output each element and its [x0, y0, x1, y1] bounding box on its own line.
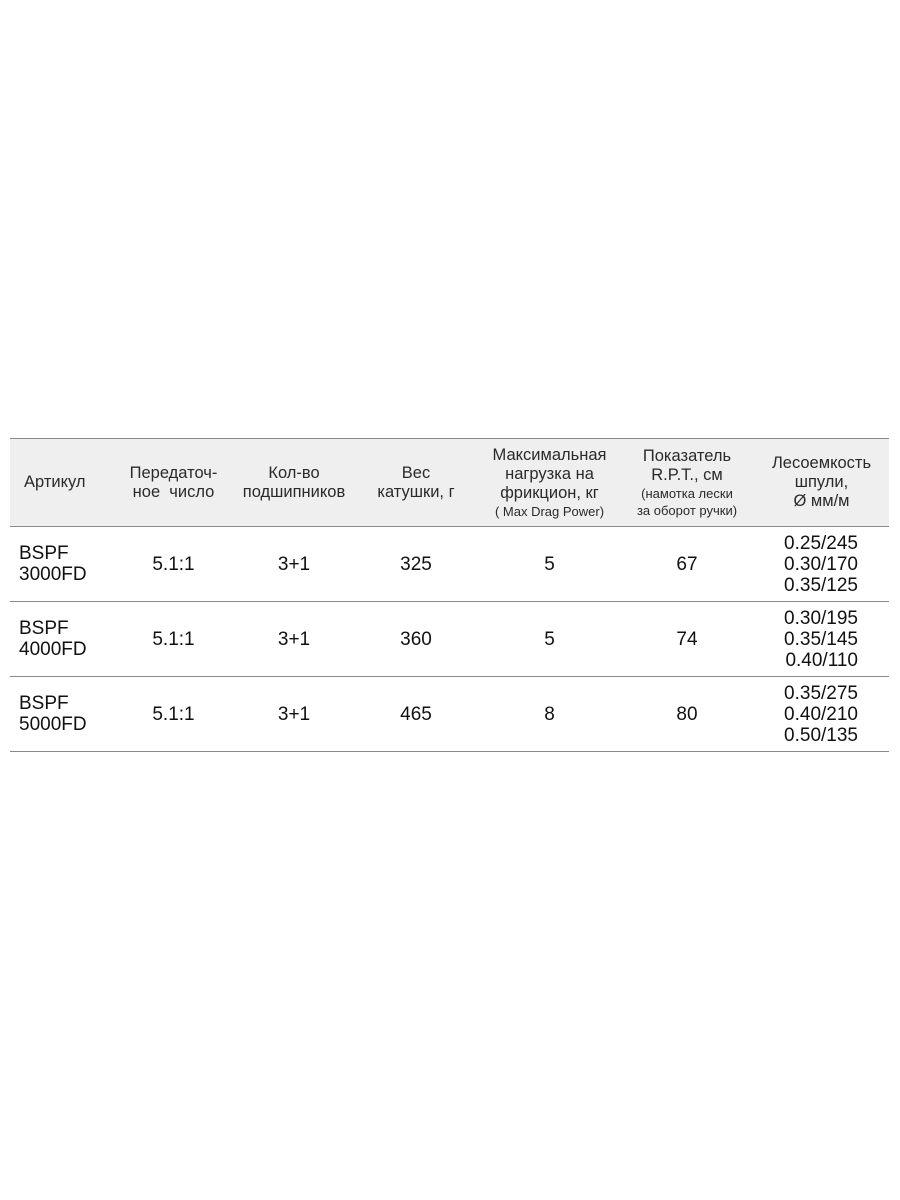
table-row [10, 677, 889, 752]
header-capacity: Лесоемкость шпули, Ø мм/м [754, 439, 889, 527]
header-rpt: Показатель R.P.T., см (намотка лески за оборот ручки) [620, 439, 754, 527]
spec-table [10, 438, 889, 752]
header-bearings: Кол-во подшипников [235, 439, 353, 527]
cell-weight: 325 [353, 527, 479, 602]
cell-gear-ratio: 5.1:1 [112, 527, 235, 602]
header-weight: Вес катушки, г [353, 439, 479, 527]
cell-article: BSPF 5000FD [10, 677, 112, 752]
cell-capacity: 0.25/245 0.30/170 0.35/125 [754, 527, 889, 602]
cell-bearings: 3+1 [235, 602, 353, 677]
table-row [10, 527, 889, 602]
cell-max-drag: 5 [479, 527, 620, 602]
cell-bearings: 3+1 [235, 677, 353, 752]
cell-article: BSPF 3000FD [10, 527, 112, 602]
header-max-drag: Максимальная нагрузка на фрикцион, кг ( Max Drag Power) [479, 439, 620, 527]
cell-article: BSPF 4000FD [10, 602, 112, 677]
table-body [10, 527, 889, 752]
max-drag-note: ( Max Drag Power) [494, 503, 605, 519]
cell-max-drag: 5 [479, 602, 620, 677]
header-gear-ratio: Передаточ- ное число [112, 439, 235, 527]
cell-capacity: 0.30/195 0.35/145 0.40/110 [754, 602, 889, 677]
cell-rpt: 74 [620, 602, 754, 677]
cell-capacity: 0.35/275 0.40/210 0.50/135 [754, 677, 889, 752]
header-row [10, 439, 889, 527]
cell-rpt: 67 [620, 527, 754, 602]
cell-gear-ratio: 5.1:1 [112, 602, 235, 677]
cell-bearings: 3+1 [235, 527, 353, 602]
header-article: Артикул [10, 439, 112, 527]
table-header [10, 439, 889, 527]
table-row [10, 602, 889, 677]
cell-rpt: 80 [620, 677, 754, 752]
cell-gear-ratio: 5.1:1 [112, 677, 235, 752]
rpt-note-line-1: (намотка лески [641, 485, 733, 501]
cell-weight: 465 [353, 677, 479, 752]
rpt-note-line-2: за оборот ручки) [636, 502, 738, 518]
cell-max-drag: 8 [479, 677, 620, 752]
cell-weight: 360 [353, 602, 479, 677]
